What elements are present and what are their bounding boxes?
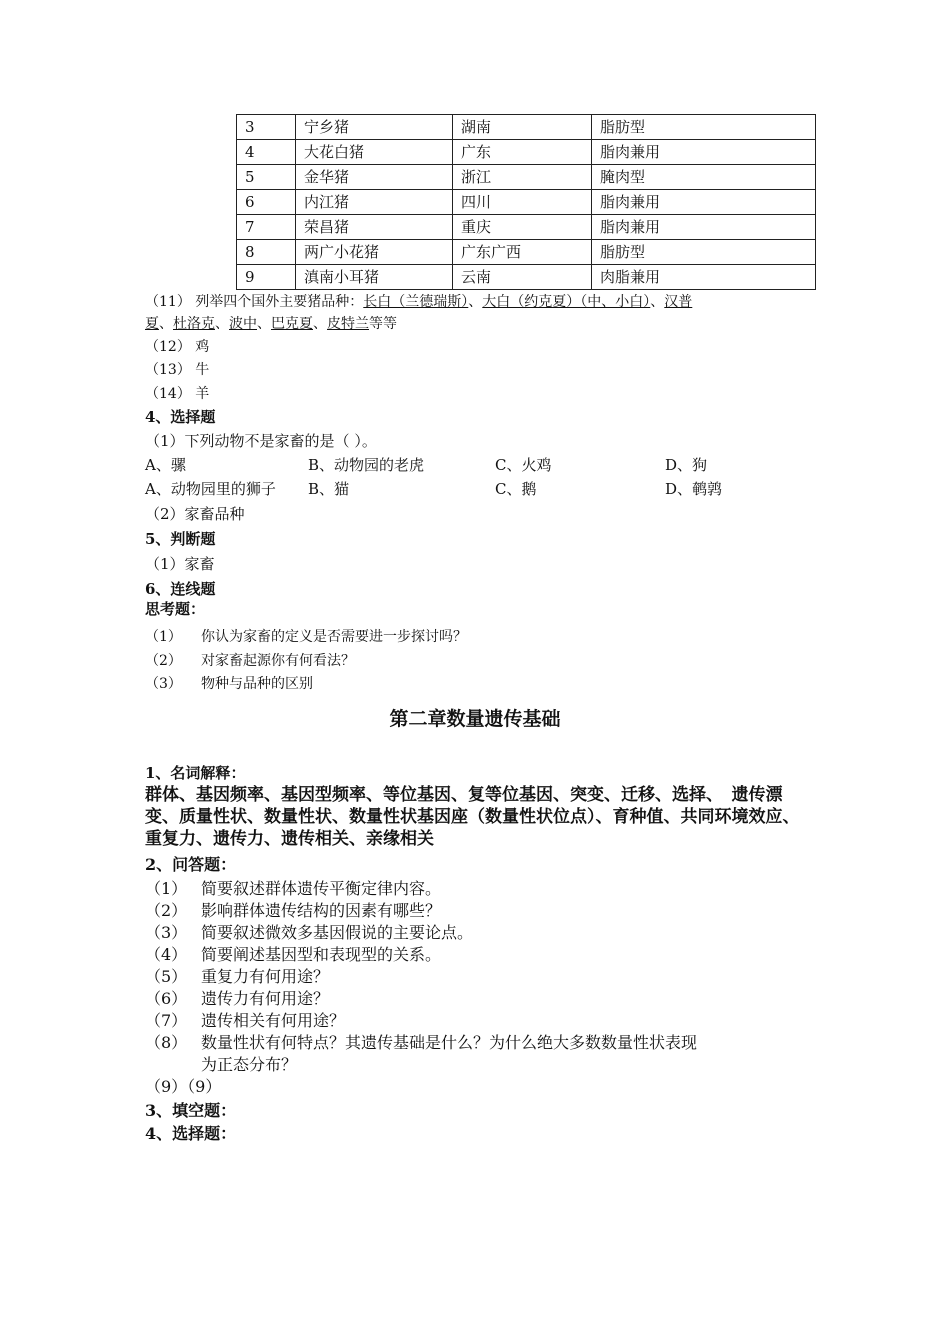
table-cell: 5 (237, 165, 296, 190)
table-row (237, 165, 816, 190)
option-a: A、骡 (145, 456, 186, 474)
table-cell: 肉脂兼用 (592, 265, 816, 290)
c2-question: （5） 重复力有何用途？ (145, 967, 330, 986)
table-cell: 4 (237, 140, 296, 165)
option-a: A、动物园里的狮子 (145, 480, 276, 498)
c2-question: （6） 遗传力有何用途？ (145, 989, 330, 1008)
q13: （13） 牛 (145, 362, 210, 378)
q11-line1: （11） 列举四个国外主要猪品种：长白（兰德瑞斯）、大白（约克夏）（中、小白）、汉普 (145, 294, 693, 310)
table-row (237, 240, 816, 265)
c2-question-8-cont: 为正态分布？ (201, 1055, 298, 1074)
c2-section-3-title: 3、填空题： (145, 1101, 237, 1120)
table-cell: 云南 (453, 265, 592, 290)
think-item: （1） 你认为家畜的定义是否需要进一步探讨吗？ (145, 629, 467, 645)
mc-question-1: （1）下列动物不是家畜的是（ ）。 (145, 432, 377, 450)
table-cell: 8 (237, 240, 296, 265)
c2-section-2-title: 2、问答题： (145, 855, 237, 874)
q14: （14） 羊 (145, 386, 210, 402)
table-cell: 6 (237, 190, 296, 215)
table-cell: 脂肉兼用 (592, 140, 816, 165)
table-cell: 脂肉兼用 (592, 215, 816, 240)
c2-question-9: （9）（9） (145, 1077, 222, 1096)
table-cell: 脂肪型 (592, 240, 816, 265)
chapter-title: 第二章数量遗传基础 (389, 708, 561, 730)
tf-question-1: （1）家畜 (145, 555, 215, 573)
table-row (237, 265, 816, 290)
table-cell: 7 (237, 215, 296, 240)
mc-question-2: （2）家畜品种 (145, 505, 245, 523)
table-row (237, 215, 816, 240)
c2-question: （3） 简要叙述微效多基因假说的主要论点。 (145, 923, 474, 942)
table-row (237, 115, 816, 140)
breed-table (236, 114, 816, 290)
option-d: D、狗 (665, 456, 708, 474)
option-b: B、动物园的老虎 (308, 456, 425, 474)
table-cell: 广东广西 (453, 240, 592, 265)
table-row (237, 140, 816, 165)
c2-section-4-title: 4、选择题： (145, 1124, 237, 1143)
section-4-title: 4、选择题 (145, 408, 216, 426)
table-row (237, 190, 816, 215)
table-cell: 脂肉兼用 (592, 190, 816, 215)
think-item: （3） 物种与品种的区别 (145, 676, 313, 692)
table-cell: 金华猪 (296, 165, 453, 190)
table-cell: 9 (237, 265, 296, 290)
think-title: 思考题： (145, 600, 206, 618)
option-c: C、火鸡 (495, 456, 552, 474)
table-cell: 湖南 (453, 115, 592, 140)
c2-question: （2） 影响群体遗传结构的因素有哪些？ (145, 901, 442, 920)
option-d: D、鹌鹑 (665, 480, 723, 498)
q11-line2: 夏、杜洛克、波中、巴克夏、皮特兰等等 (145, 316, 397, 332)
table-cell: 脂肪型 (592, 115, 816, 140)
table-cell: 滇南小耳猪 (296, 265, 453, 290)
table-cell: 宁乡猪 (296, 115, 453, 140)
c2-question-8: （8） 数量性状有何特点？其遗传基础是什么？为什么绝大多数数量性状表现 (145, 1033, 698, 1052)
table-cell: 浙江 (453, 165, 592, 190)
think-item: （2） 对家畜起源你有何看法？ (145, 653, 355, 669)
option-b: B、猫 (308, 480, 350, 498)
section-6-title: 6、连线题 (145, 580, 216, 598)
q12: （12） 鸡 (145, 339, 210, 355)
table-cell: 腌肉型 (592, 165, 816, 190)
c2-question: （4） 简要阐述基因型和表现型的关系。 (145, 945, 442, 964)
table-cell: 大花白猪 (296, 140, 453, 165)
section-5-title: 5、判断题 (145, 530, 216, 548)
table-cell: 荣昌猪 (296, 215, 453, 240)
table-cell: 内江猪 (296, 190, 453, 215)
table-cell: 3 (237, 115, 296, 140)
c2-terms: 群体、基因频率、基因型频率、等位基因、复等位基因、突变、迁移、选择、 遗传漂变、质量性状、数量性状、数量性状基因座（数量性状位点）、育种值、共同环境效应、重复力、遗传力、遗传相关、亲缘相关 (145, 785, 800, 849)
table-cell: 广东 (453, 140, 592, 165)
table-cell: 重庆 (453, 215, 592, 240)
c2-question: （7） 遗传相关有何用途？ (145, 1011, 346, 1030)
c2-section-1-title: 1、名词解释： (145, 764, 246, 782)
c2-question: （1） 简要叙述群体遗传平衡定律内容。 (145, 879, 442, 898)
option-c: C、鹅 (495, 480, 537, 498)
table-cell: 四川 (453, 190, 592, 215)
table-cell: 两广小花猪 (296, 240, 453, 265)
